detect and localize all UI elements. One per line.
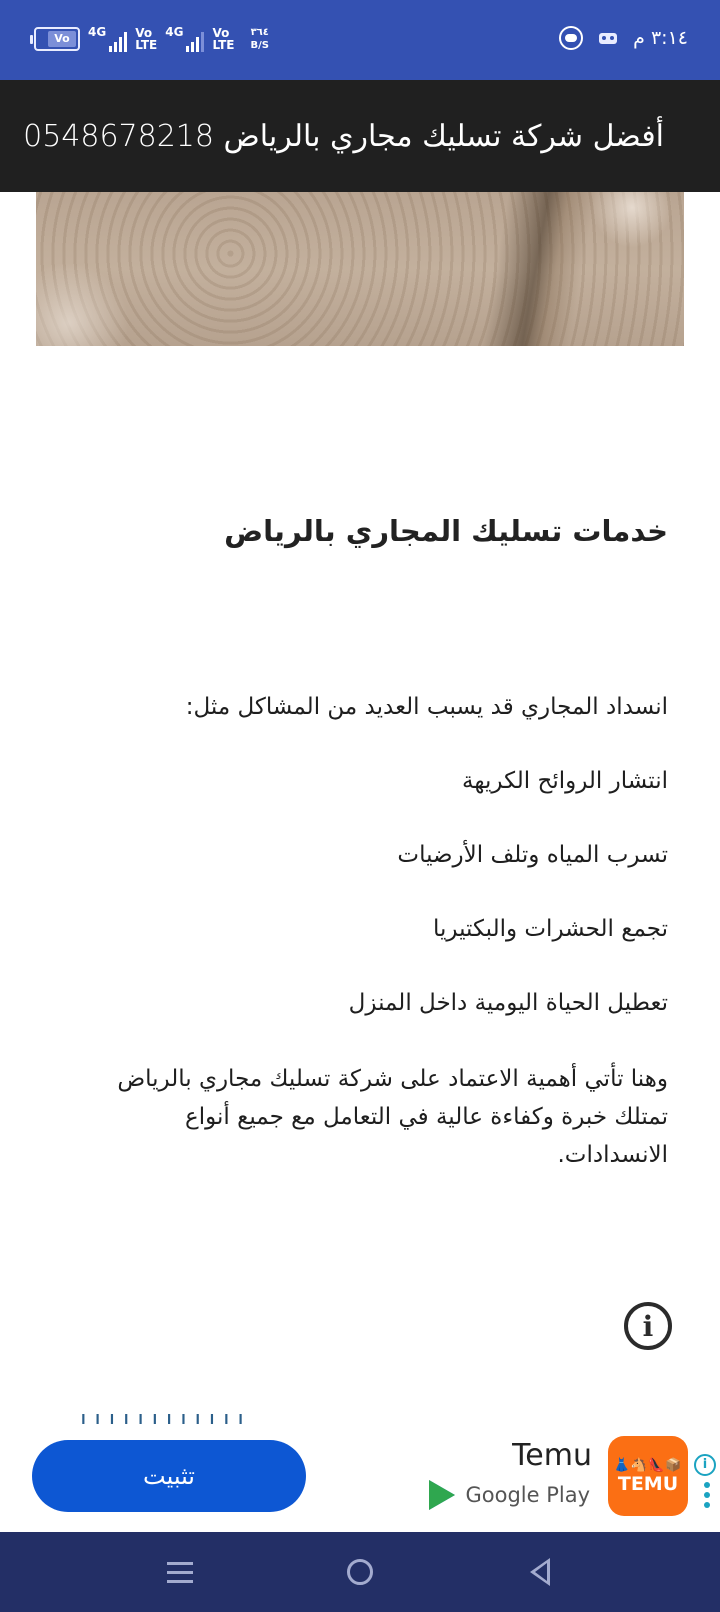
menu-icon bbox=[167, 1580, 193, 1583]
game-controller-icon bbox=[599, 33, 617, 44]
ad-app-name[interactable]: Temu bbox=[512, 1438, 592, 1473]
paragraph-item: انتشار الروائح الكريهة bbox=[462, 768, 668, 794]
ad-store-badge bbox=[429, 1480, 590, 1510]
paragraph-conclusion: وهنا تأتي أهمية الاعتماد على شركة تسليك مجاري بالرياض تمتلك خبرة وكفاءة عالية في التعامل مع جميع أنواع الانسدادات. bbox=[117, 1066, 668, 1168]
clipped-link-text[interactable] bbox=[80, 1404, 640, 1422]
section-heading: خدمات تسليك المجاري بالرياض bbox=[224, 514, 668, 548]
ad-banner[interactable] bbox=[0, 1424, 720, 1532]
adchoices-icon[interactable]: i bbox=[694, 1454, 716, 1476]
sim1-signal bbox=[88, 26, 127, 52]
paragraph-item: تسرب المياه وتلف الأرضيات bbox=[397, 842, 668, 868]
paragraph-item: تجمع الحشرات والبكتيريا bbox=[432, 916, 668, 942]
back-button[interactable] bbox=[520, 1552, 560, 1592]
ad-menu-icon[interactable] bbox=[704, 1482, 710, 1508]
home-button[interactable] bbox=[340, 1552, 380, 1592]
assistant-bot-icon bbox=[559, 26, 583, 50]
recent-apps-button[interactable] bbox=[160, 1552, 200, 1592]
clock: ٣:١٤ م bbox=[633, 27, 688, 49]
menu-icon bbox=[167, 1562, 193, 1565]
signal-icon bbox=[186, 32, 204, 52]
menu-icon bbox=[167, 1571, 193, 1574]
status-left-cluster bbox=[34, 26, 269, 52]
article-image bbox=[36, 192, 684, 346]
battery-icon bbox=[34, 27, 80, 51]
sim2-volte-badge: Vo LTE bbox=[212, 26, 235, 52]
page-header bbox=[0, 80, 720, 192]
temu-glyphs: 👗🐴👠📦 bbox=[613, 1458, 683, 1473]
sim1-network-type: 4G bbox=[88, 25, 107, 39]
ad-store-label: Google Play bbox=[465, 1483, 590, 1507]
status-bar bbox=[0, 0, 720, 80]
sim2-signal bbox=[165, 26, 204, 52]
paragraph-item: تعطيل الحياة اليومية داخل المنزل bbox=[348, 990, 668, 1016]
google-play-icon bbox=[429, 1480, 455, 1510]
sim1-volte-badge: Vo LTE bbox=[135, 26, 158, 52]
temu-wordmark: TEMU bbox=[617, 1473, 679, 1495]
paragraph-intro: انسداد المجاري قد يسبب العديد من المشاكل مثل: bbox=[185, 694, 668, 720]
status-right-cluster bbox=[559, 26, 688, 50]
signal-icon bbox=[109, 32, 127, 52]
home-circle-icon bbox=[347, 1559, 373, 1585]
page-title: أفضل شركة تسليك مجاري بالرياض 0548678218 bbox=[23, 118, 664, 154]
info-icon[interactable]: i bbox=[624, 1302, 672, 1350]
back-triangle-icon bbox=[530, 1558, 550, 1586]
sim2-network-type: 4G bbox=[165, 25, 184, 39]
temu-app-icon[interactable] bbox=[608, 1436, 688, 1516]
system-nav-bar bbox=[0, 1532, 720, 1612]
battery-level: Vo bbox=[48, 31, 76, 47]
install-button[interactable]: تثبيت bbox=[32, 1440, 306, 1512]
network-speed: ٣٦٤ B/S bbox=[250, 27, 269, 51]
